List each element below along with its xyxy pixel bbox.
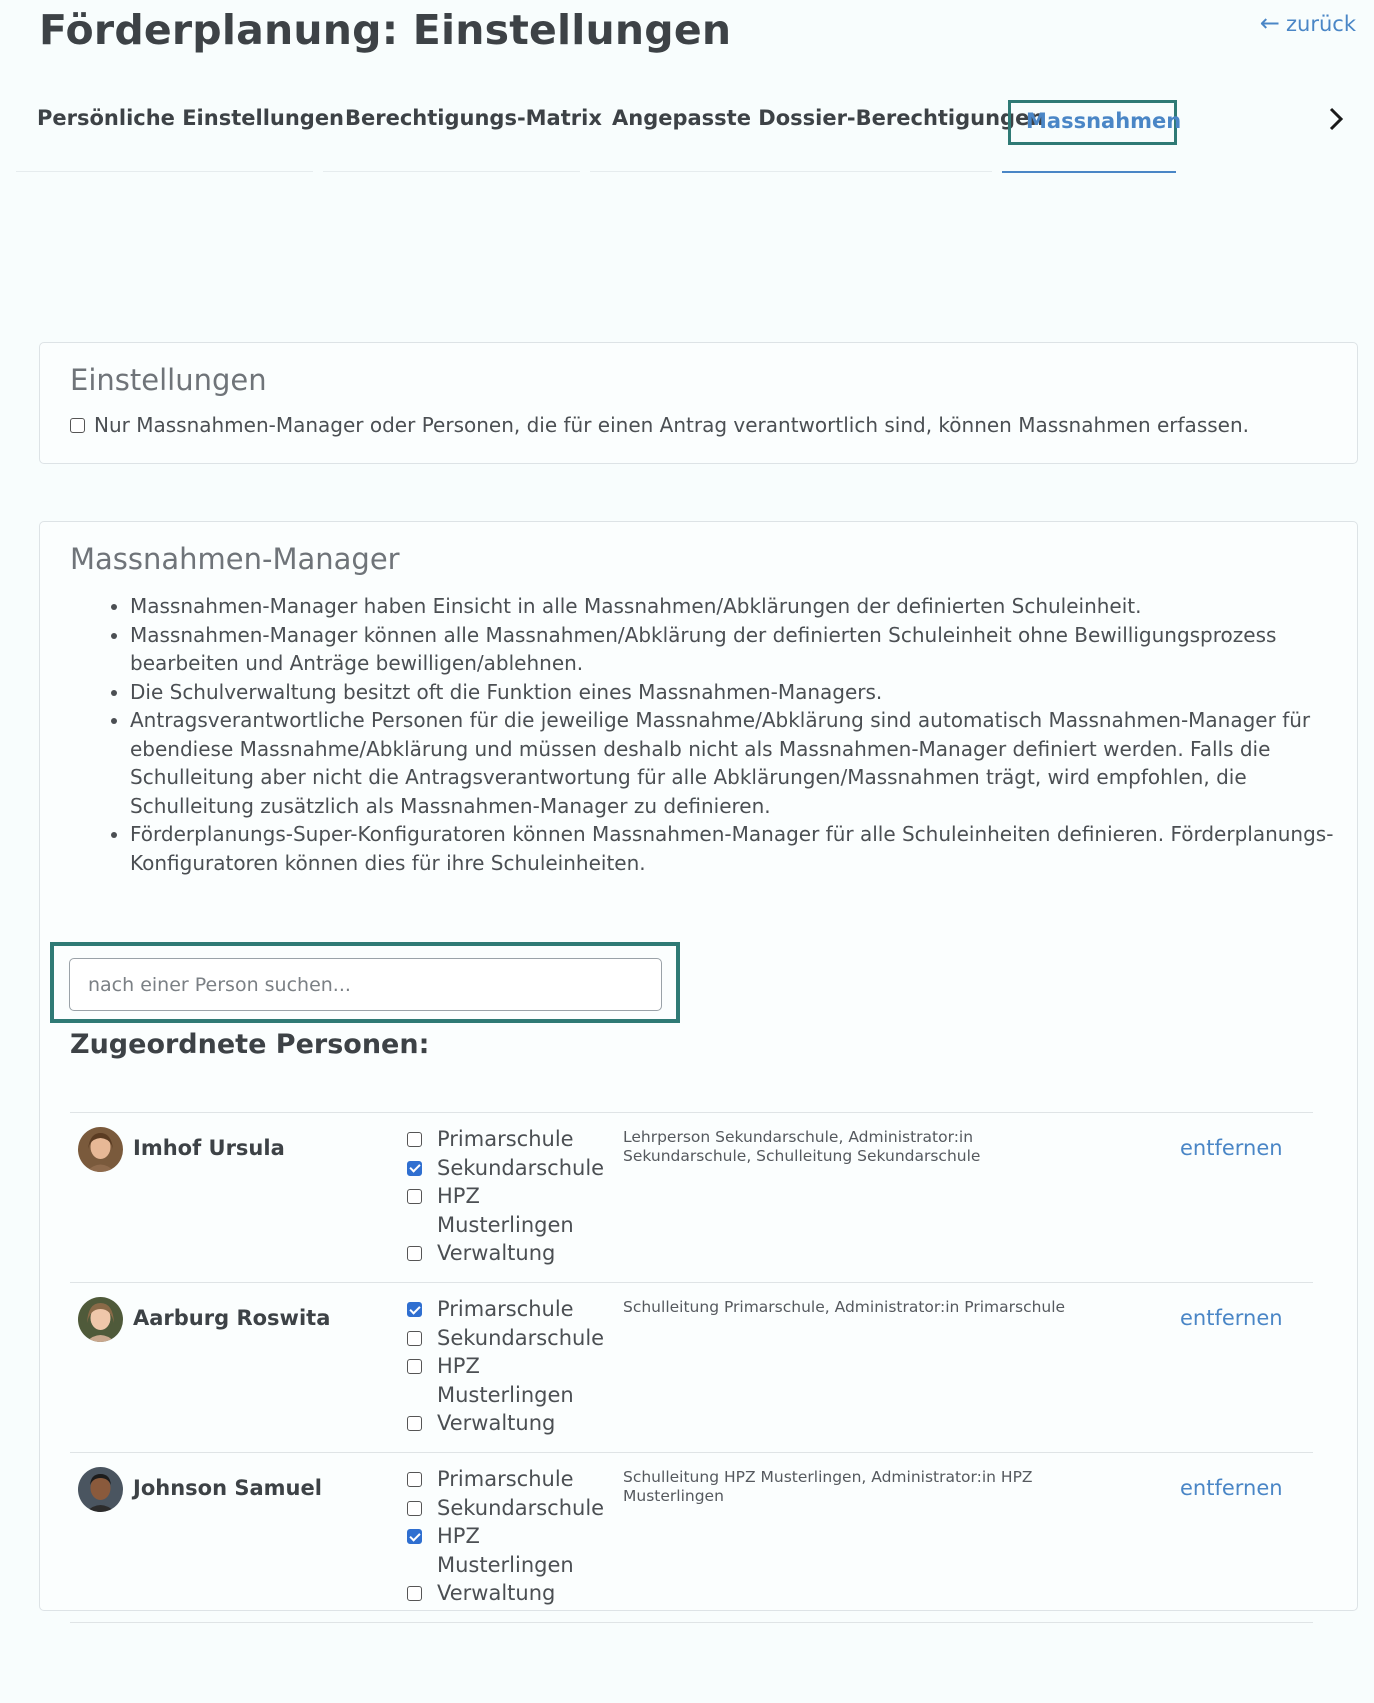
- setting-only-managers-label: Nur Massnahmen-Manager oder Personen, die für einen Antrag verantwortlich sind, können Massnahmen erfassen.: [94, 413, 1249, 437]
- unit-checkbox[interactable]: [407, 1132, 422, 1147]
- person-search-input[interactable]: [69, 958, 662, 1011]
- unit-option[interactable]: [407, 1295, 607, 1324]
- tab-personal-settings[interactable]: [16, 90, 345, 172]
- info-bullet: • Massnahmen-Manager können alle Massnahmen/Abklärung der definierten Schuleinheit ohne Bewilligungsprozess bearbeiten und Anträge bewilligen/ablehnen.: [130, 621, 1350, 678]
- info-bullet: • Massnahmen-Manager haben Einsicht in alle Massnahmen/Abklärungen der definierten Schuleinheit.: [130, 592, 1350, 621]
- unit-checkbox[interactable]: [407, 1529, 422, 1544]
- back-link-label: zurück: [1286, 12, 1356, 36]
- assigned-persons-title: Zugeordnete Personen:: [70, 1029, 430, 1060]
- unit-label: HPZ Musterlingen: [437, 1354, 574, 1407]
- unit-option[interactable]: [407, 1409, 607, 1438]
- assigned-persons-list: [70, 1112, 1313, 1623]
- tab-massnahmen[interactable]: [1002, 90, 1182, 173]
- managers-card: [39, 521, 1358, 1611]
- chevron-right-icon[interactable]: [1326, 104, 1346, 142]
- tab-label: Angepasste Dossier-Berechtigungen: [612, 106, 1045, 130]
- person-row: [70, 1283, 1313, 1453]
- remove-person-link[interactable]: entfernen: [1180, 1306, 1283, 1330]
- person-name: Johnson Samuel: [133, 1476, 322, 1500]
- school-unit-checklist: [407, 1125, 607, 1268]
- unit-checkbox[interactable]: [407, 1302, 422, 1317]
- tab-label: Berechtigungs-Matrix: [345, 106, 602, 130]
- arrow-left-icon: ←: [1259, 9, 1281, 37]
- unit-option[interactable]: [407, 1522, 607, 1579]
- tab-bar: [16, 90, 1356, 172]
- unit-option[interactable]: [407, 1154, 607, 1183]
- unit-label: Primarschule: [437, 1127, 574, 1151]
- unit-option[interactable]: [407, 1352, 607, 1409]
- avatar: [78, 1467, 123, 1512]
- settings-card: [39, 342, 1358, 464]
- managers-card-title: Massnahmen-Manager: [70, 542, 400, 576]
- info-bullet: • Antragsverantwortliche Personen für die jeweilige Massnahme/Abklärung sind automatisch Massnahmen-Manager für ebendiese Massnahme/Abklärung und müssen deshalb nicht als Massnahmen-Manager definiert werden. Falls die Schulleitung aber nicht die Antragsverantwortung für alle Abklärungen/Massnahmen trägt, wird empfohlen, die Schulleitung zusätzlich als Massnahmen-Manager zu definieren.: [130, 706, 1350, 820]
- settings-card-title: Einstellungen: [70, 363, 267, 397]
- unit-label: Primarschule: [437, 1467, 574, 1491]
- tab-label: Persönliche Einstellungen: [37, 106, 345, 130]
- search-highlight-frame: [50, 942, 680, 1023]
- person-row: [70, 1453, 1313, 1623]
- info-bullet: • Förderplanungs-Super-Konfiguratoren können Massnahmen-Manager für alle Schuleinheiten definieren. Förderplanungs-Konfiguratoren können dies für ihre Schuleinheiten.: [130, 820, 1350, 877]
- person-name: Imhof Ursula: [133, 1136, 285, 1160]
- unit-checkbox[interactable]: [407, 1586, 422, 1601]
- back-link[interactable]: [1260, 9, 1356, 37]
- unit-checkbox[interactable]: [407, 1189, 422, 1204]
- tab-label: Massnahmen: [1026, 109, 1182, 133]
- unit-label: Sekundarschule: [437, 1155, 605, 1180]
- unit-option[interactable]: [407, 1494, 607, 1523]
- avatar: [78, 1127, 123, 1172]
- person-roles: Lehrperson Sekundarschule, Administrator:in Sekundarschule, Schulleitung Sekundarschule: [623, 1128, 981, 1165]
- unit-label: Primarschule: [437, 1297, 574, 1321]
- info-bullet: • Die Schulverwaltung besitzt oft die Funktion eines Massnahmen-Managers.: [130, 678, 1350, 707]
- unit-checkbox[interactable]: [407, 1246, 422, 1261]
- unit-option[interactable]: [407, 1182, 607, 1239]
- unit-label: Verwaltung: [437, 1411, 556, 1435]
- avatar: [78, 1297, 123, 1342]
- person-roles: Schulleitung Primarschule, Administrator:in Primarschule: [623, 1298, 1066, 1316]
- school-unit-checklist: [407, 1295, 607, 1438]
- managers-info-list: [100, 592, 1350, 877]
- remove-person-link[interactable]: entfernen: [1180, 1476, 1283, 1500]
- unit-option[interactable]: [407, 1239, 607, 1268]
- remove-person-link[interactable]: entfernen: [1180, 1136, 1283, 1160]
- unit-option[interactable]: [407, 1125, 607, 1154]
- unit-option[interactable]: [407, 1465, 607, 1494]
- person-name: Aarburg Roswita: [133, 1306, 331, 1330]
- unit-label: Verwaltung: [437, 1581, 556, 1605]
- unit-label: HPZ Musterlingen: [437, 1184, 574, 1237]
- unit-option[interactable]: [407, 1579, 607, 1608]
- unit-label: Verwaltung: [437, 1241, 556, 1265]
- unit-label: Sekundarschule: [437, 1495, 605, 1520]
- person-roles: Schulleitung HPZ Musterlingen, Administrator:in HPZ Musterlingen: [623, 1468, 1033, 1505]
- unit-checkbox[interactable]: [407, 1161, 422, 1176]
- unit-checkbox[interactable]: [407, 1331, 422, 1346]
- page-title: Förderplanung: Einstellungen: [39, 6, 732, 54]
- unit-checkbox[interactable]: [407, 1472, 422, 1487]
- unit-checkbox[interactable]: [407, 1359, 422, 1374]
- tab-custom-dossier-permissions[interactable]: [590, 90, 1045, 172]
- unit-label: Sekundarschule: [437, 1325, 605, 1350]
- unit-option[interactable]: [407, 1324, 607, 1353]
- setting-only-managers-checkbox[interactable]: [70, 418, 85, 433]
- person-row: [70, 1113, 1313, 1283]
- tab-permission-matrix[interactable]: [323, 90, 602, 172]
- unit-label: HPZ Musterlingen: [437, 1524, 574, 1577]
- school-unit-checklist: [407, 1465, 607, 1608]
- unit-checkbox[interactable]: [407, 1501, 422, 1516]
- setting-only-managers[interactable]: [70, 413, 1249, 437]
- unit-checkbox[interactable]: [407, 1416, 422, 1431]
